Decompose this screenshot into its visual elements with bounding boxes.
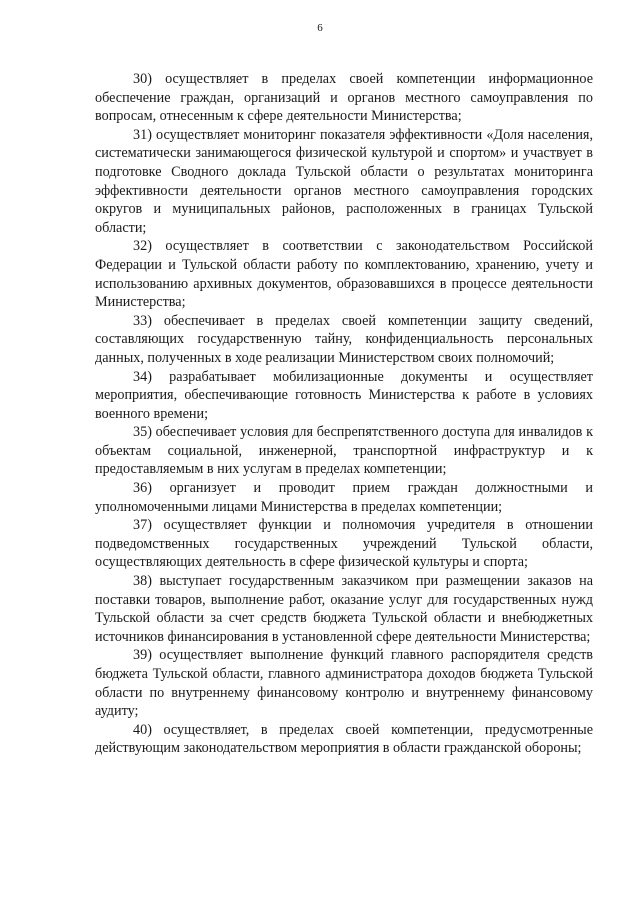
paragraph-31: 31) осуществляет мониторинг показателя эффективности «Доля населения, систематически занимающегося физической культурой и спортом» и участвует в подготовке Сводного доклада Тульской области о результатах мониторинга эффективности деятельности органов местного самоуправления городских округов и муниципальных районов, расположенных в границах Тульской области;	[95, 126, 593, 236]
paragraph-38: 38) выступает государственным заказчиком при размещении заказов на поставки товаров, выполнение работ, оказание услуг для государственных нужд Тульской области за счет средств бюджета Тульской области и внебюджетных источников финансирования в установленной сфере деятельности Министерства;	[95, 573, 593, 645]
paragraph-40: 40) осуществляет, в пределах своей компетенции, предусмотренные действующим законодательством мероприятия в области гражданской обороны;	[95, 721, 593, 757]
paragraph-36: 36) организует и проводит прием граждан должностными и уполномоченными лицами Министерства в пределах компетенции;	[95, 480, 593, 515]
document-body	[95, 70, 593, 758]
paragraph-35: 35) обеспечивает условия для беспрепятственного доступа для инвалидов к объектам социальной, инженерной, транспортной инфраструктур и к предоставляемым в них услугам в пределах компетенции;	[95, 424, 593, 478]
page-number: 6	[317, 22, 323, 34]
paragraph-32: 32) осуществляет в соответствии с законодательством Российской Федерации и Тульской области работу по комплектованию, хранению, учету и использованию архивных документов, образовавшихся в процессе деятельности Министерства;	[95, 238, 593, 311]
paragraph-30: 30) осуществляет в пределах своей компетенции информационное обеспечение граждан, организаций и органов местного самоуправления по вопросам, отнесенным к сфере деятельности Министерства;	[95, 71, 593, 125]
paragraph-39: 39) осуществляет выполнение функций главного распорядителя средств бюджета Тульской области, главного администратора доходов бюджета Тульской области по внутреннему финансовому контролю и внутреннему финансовому аудиту;	[95, 647, 593, 720]
paragraph-34: 34) разрабатывает мобилизационные документы и осуществляет мероприятия, обеспечивающие готовность Министерства к работе в условиях военного времени;	[95, 368, 593, 422]
paragraph-37: 37) осуществляет функции и полномочия учредителя в отношении подведомственных государственных учреждений Тульской области, осуществляющих деятельность в сфере физической культуры и спорта;	[95, 517, 593, 571]
paragraph-33: 33) обеспечивает в пределах своей компетенции защиту сведений, составляющих государственную тайну, конфиденциальность персональных данных, полученных в ходе реализации Министерством своих полномочий;	[95, 312, 593, 366]
